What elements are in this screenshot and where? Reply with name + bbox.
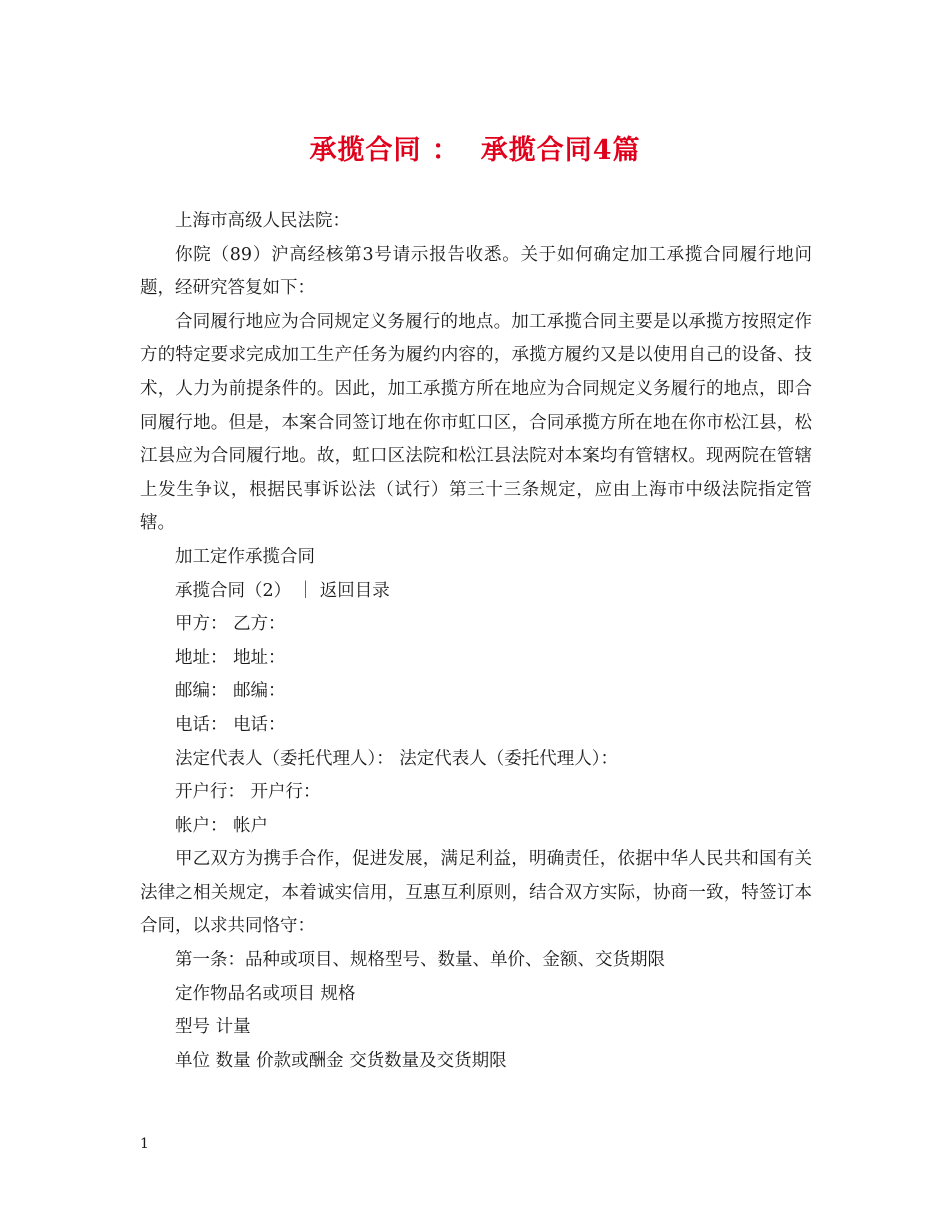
field-account: 帐户： 帐户	[175, 815, 269, 836]
field-address: 地址： 地址：	[175, 647, 286, 668]
paragraph-quantity-price: 单位 数量 价款或酬金 交货数量及交货期限	[175, 1050, 507, 1071]
paragraph-model-unit: 型号 计量	[175, 1017, 251, 1038]
field-legal-representative: 法定代表人（委托代理人）： 法定代表人（委托代理人）：	[175, 748, 619, 769]
field-phone: 电话： 电话：	[175, 714, 286, 735]
field-party: 甲方： 乙方：	[175, 614, 286, 635]
field-bank: 开户行： 开户行：	[175, 782, 321, 803]
paragraph-section-nav: 承揽合同（2） ｜ 返回目录	[175, 580, 390, 601]
paragraph-item-spec: 定作物品名或项目 规格	[175, 983, 356, 1004]
paragraph-contract-heading: 加工定作承揽合同	[175, 546, 315, 567]
field-postcode: 邮编： 邮编：	[175, 681, 286, 702]
document-body	[140, 205, 812, 1078]
paragraph-addressee: 上海市高级人民法院：	[175, 211, 350, 231]
page-number: 1	[140, 1136, 149, 1152]
paragraph-performance-place: 合同履行地应为合同规定义务履行的地点。加工承揽合同主要是以承揽方按照定作方的特定要求完成加工生产任务为履约内容的，承揽方履约又是以使用自己的设备、技术，人力为前提条件的。因此，加工承揽方所在地应为合同规定义务履行的地点，即合同履行地。但是，本案合同签订地在你市虹口区，合同承揽方所在地在你市松江县，松江县应为合同履行地。故，虹口区法院和松江县法院对本案均有管辖权。现两院在管辖上发生争议，根据民事诉讼法（试行）第三十三条规定，应由上海市中级法院指定管辖。	[140, 311, 812, 534]
paragraph-preamble: 甲乙双方为携手合作，促进发展，满足利益，明确责任，依据中华人民共和国有关法律之相关规定，本着诚实信用，互惠互利原则，结合双方实际，协商一致，特签订本合同，以求共同恪守：	[140, 849, 812, 937]
document-title: 承揽合同 ： 承揽合同4篇	[309, 135, 641, 166]
paragraph-request-reply: 你院（89）沪高经核第3号请示报告收悉。关于如何确定加工承揽合同履行地问题，经研究答复如下：	[140, 244, 812, 299]
paragraph-article-one: 第一条：品种或项目、规格型号、数量、单价、金额、交货期限	[175, 950, 665, 971]
